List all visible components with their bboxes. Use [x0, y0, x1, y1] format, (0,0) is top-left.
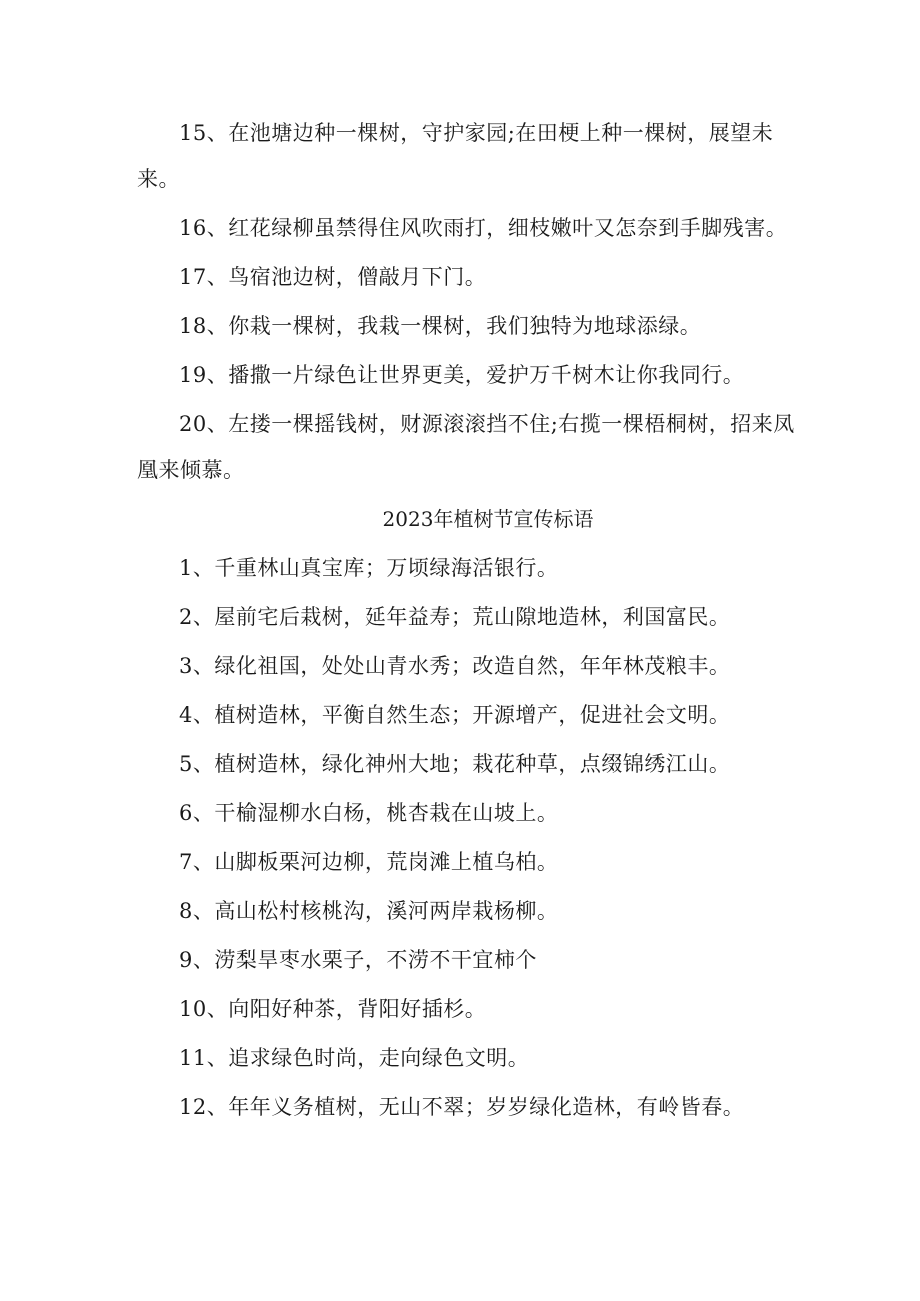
- slogan-item-2: 2、屋前宅后栽树，延年益寿；荒山隙地造林，利国富民。: [179, 605, 731, 629]
- slogan-item-7: 7、山脚板栗河边柳，荒岗滩上植乌柏。: [179, 850, 559, 874]
- slogan-item-8: 8、高山松村核桃沟，溪河两岸栽杨柳。: [179, 899, 559, 923]
- slogan-item-17: 17、鸟宿池边树，僧敲月下门。: [179, 265, 487, 289]
- slogan-item-19: 19、播撒一片绿色让世界更美，爱护万千树木让你我同行。: [179, 363, 745, 387]
- section-heading: 2023年植树节宣传标语: [382, 507, 594, 531]
- slogan-item-12: 12、年年义务植树，无山不翠；岁岁绿化造林，有岭皆春。: [179, 1095, 745, 1119]
- document-body: [137, 110, 797, 1133]
- slogan-item-15: 15、在池塘边种一棵树，守护家园;在田梗上种一棵树，展望未来。: [137, 121, 774, 191]
- slogan-item-6: 6、干榆湿柳水白杨，桃杏栽在山坡上。: [179, 801, 559, 825]
- slogan-item-11: 11、追求绿色时尚，走向绿色文明。: [179, 1046, 530, 1070]
- slogan-item-4: 4、植树造林，平衡自然生态；开源增产，促进社会文明。: [179, 703, 731, 727]
- slogan-item-10: 10、向阳好种茶，背阳好插杉。: [179, 997, 487, 1021]
- slogan-item-20: 20、左搂一棵摇钱树，财源滚滚挡不住;右揽一棵梧桐树，招来凤凰来倾慕。: [137, 412, 795, 482]
- slogan-item-18: 18、你栽一棵树，我栽一棵树，我们独特为地球添绿。: [179, 314, 702, 338]
- slogan-item-5: 5、植树造林，绿化神州大地；栽花种草，点缀锦绣江山。: [179, 752, 731, 776]
- slogan-item-1: 1、千重林山真宝库；万顷绿海活银行。: [179, 556, 559, 580]
- slogan-item-3: 3、绿化祖国，处处山青水秀；改造自然，年年林茂粮丰。: [179, 654, 731, 678]
- slogan-item-16: 16、红花绿柳虽禁得住风吹雨打，细枝嫩叶又怎奈到手脚残害。: [179, 216, 788, 240]
- slogan-item-9: 9、涝梨旱枣水栗子，不涝不干宜柿个: [179, 948, 537, 972]
